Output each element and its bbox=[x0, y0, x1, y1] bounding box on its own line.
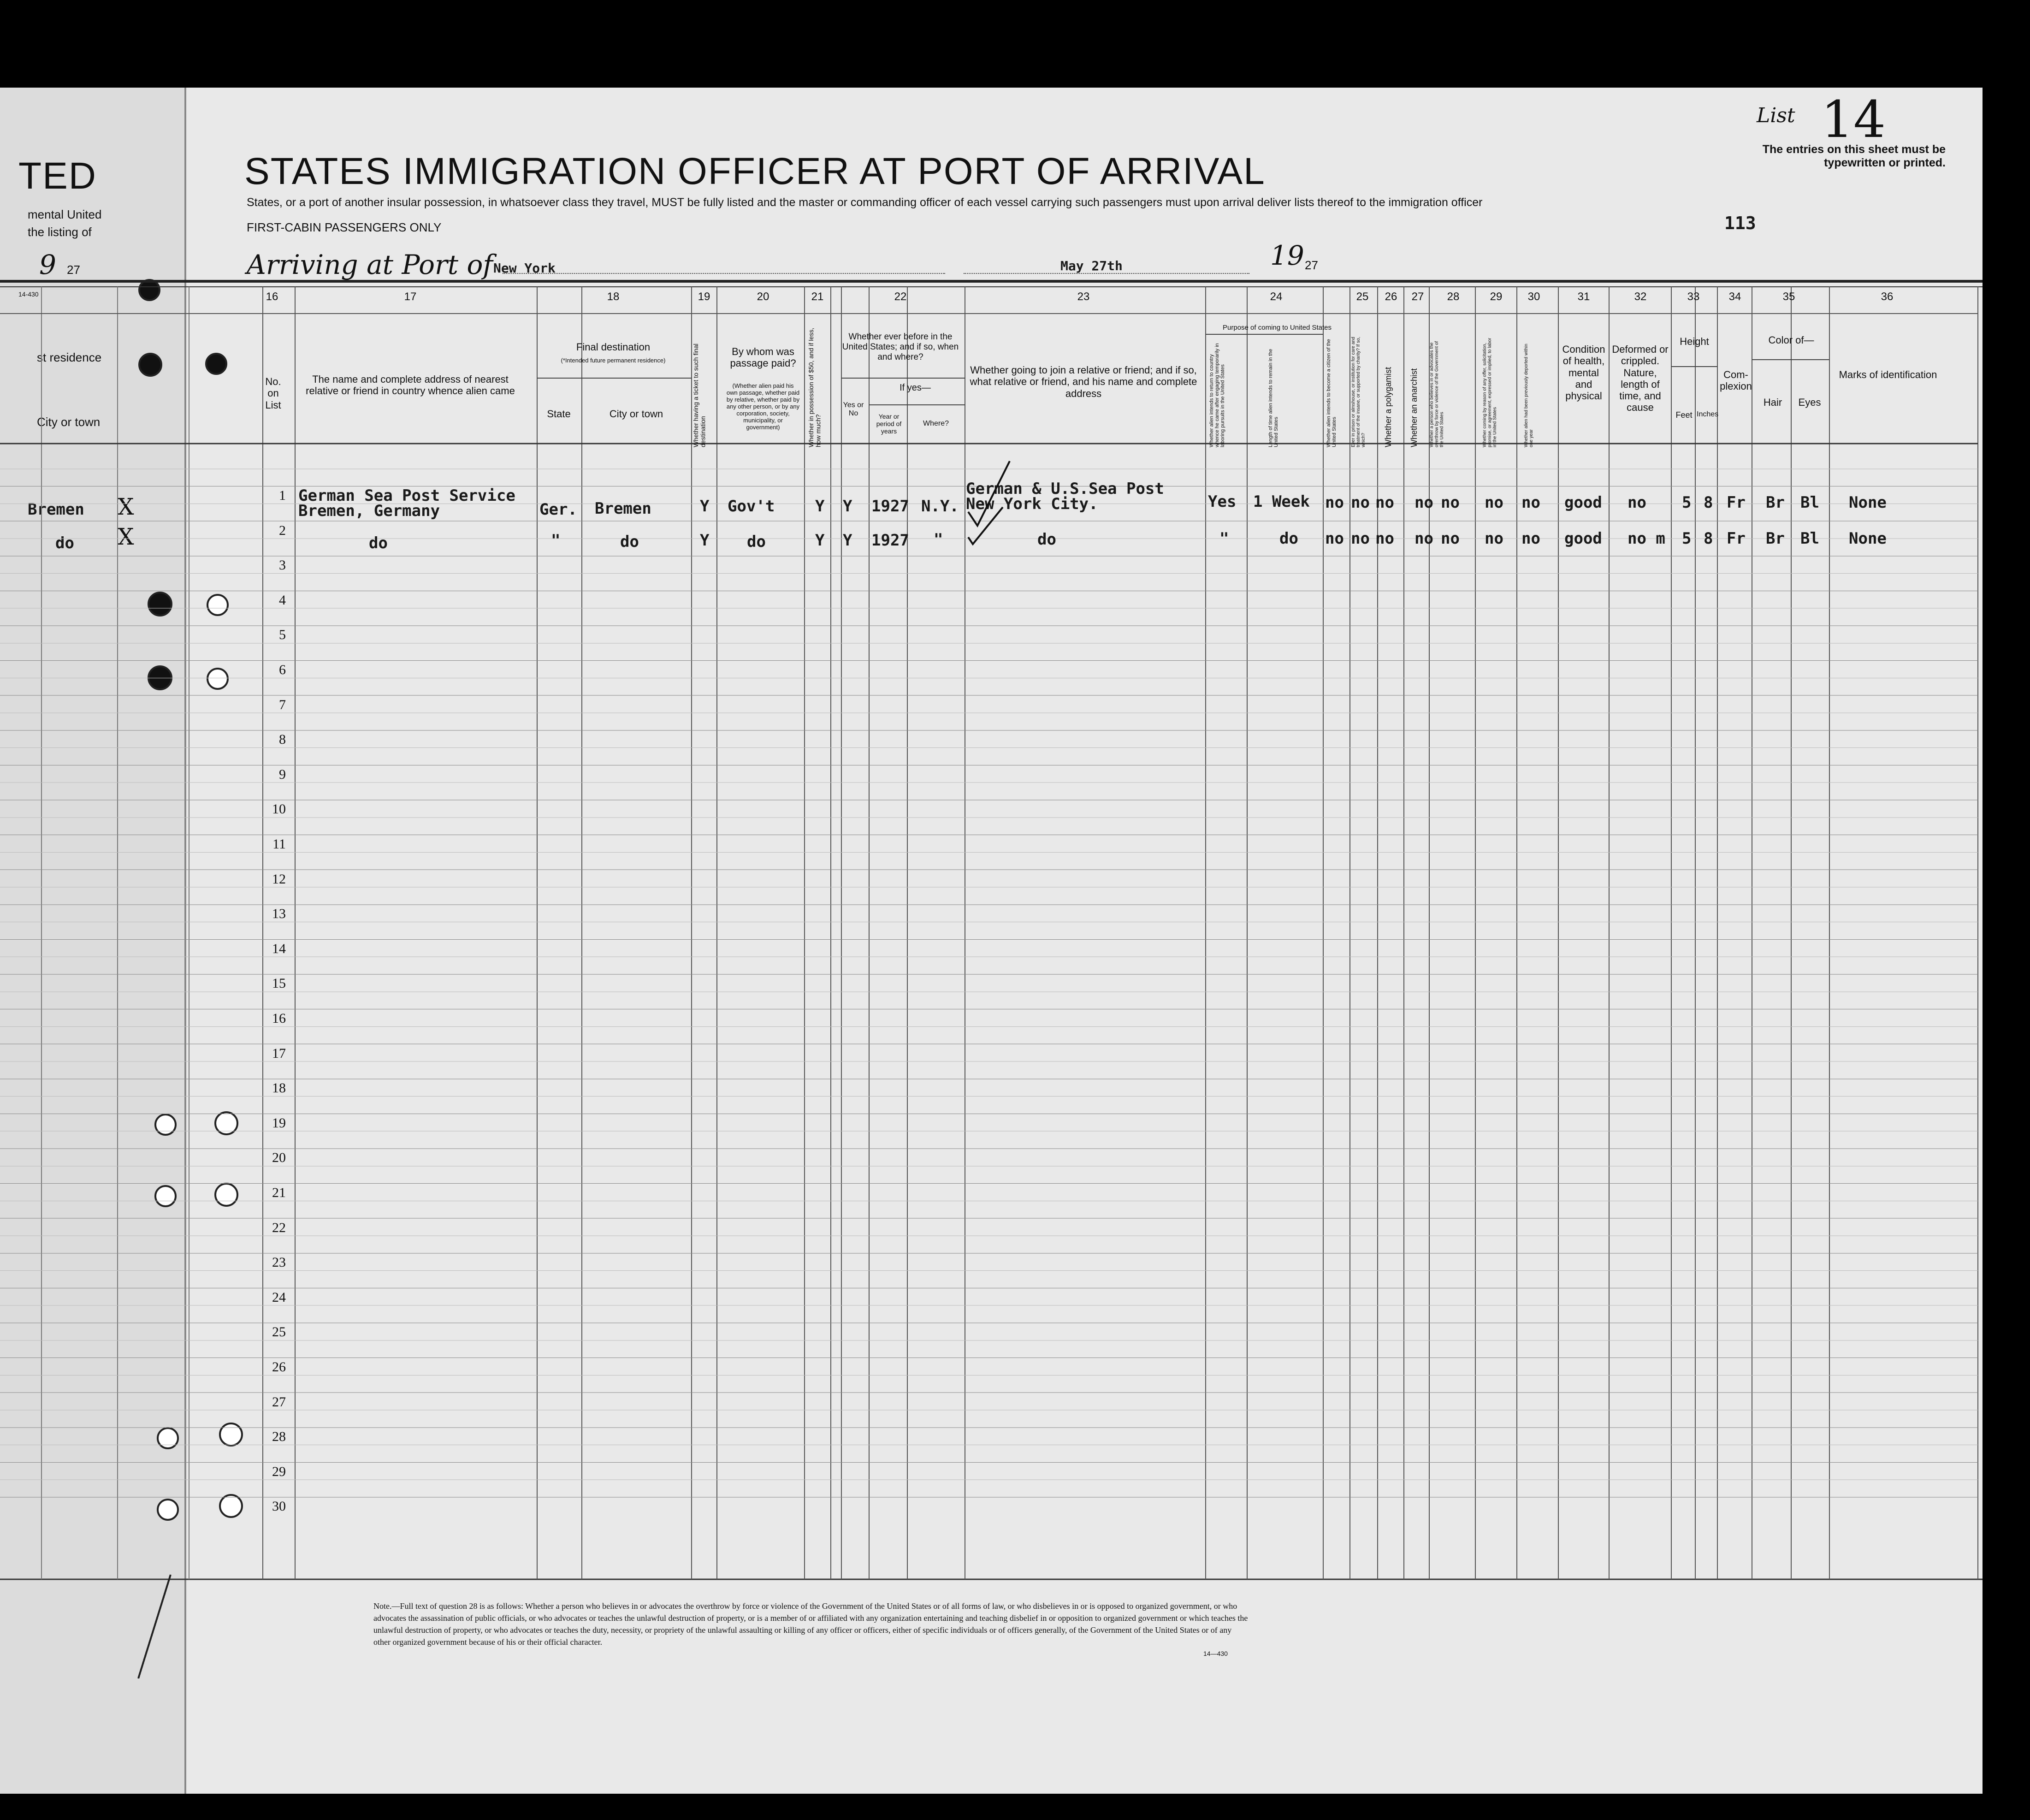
row-number: 10 bbox=[272, 801, 286, 817]
check-marks bbox=[959, 456, 1024, 549]
year-suffix: 27 bbox=[1305, 258, 1318, 272]
row1-overthrow: no bbox=[1441, 493, 1460, 512]
header-overthrow: Whether a person who believes in or advocates the overthrow by force or violence of the Government of the United States bbox=[1429, 341, 1444, 447]
header-where: Where? bbox=[923, 420, 949, 427]
row1-polygamist: no bbox=[1375, 493, 1394, 512]
column-number: 26 bbox=[1385, 290, 1397, 303]
column-number: 28 bbox=[1447, 290, 1460, 303]
row1-before: Y bbox=[843, 497, 852, 516]
header-hair: Hair bbox=[1763, 397, 1782, 408]
row-number: 7 bbox=[279, 697, 286, 712]
title-fragment-left: TED bbox=[18, 155, 97, 197]
header-color-of: Color of— bbox=[1768, 334, 1814, 346]
row-number: 1 bbox=[279, 488, 286, 503]
row-number: 6 bbox=[279, 662, 286, 677]
row-number: 13 bbox=[272, 906, 286, 922]
header-relative-address: The name and complete address of nearest relative or friend in country whence alien came bbox=[306, 373, 515, 397]
column-number: 33 bbox=[1687, 290, 1700, 303]
row-number: 16 bbox=[272, 1011, 286, 1026]
column-number: 19 bbox=[698, 290, 710, 303]
header-deported: Whether alien had been previously deported within one year bbox=[1524, 344, 1534, 447]
row-number: 14 bbox=[272, 941, 286, 956]
row2-purpose-return: " bbox=[1219, 529, 1229, 548]
form-title: STATES IMMIGRATION OFFICER AT PORT OF ARRIVAL bbox=[244, 150, 1266, 192]
left-city-row-2: do bbox=[55, 534, 74, 552]
row2-paid-by: do bbox=[747, 533, 766, 551]
header-health: Condition of health, mental and physical bbox=[1562, 344, 1605, 402]
row-number: 22 bbox=[272, 1220, 286, 1235]
column-number: 32 bbox=[1634, 290, 1647, 303]
header-purpose-b: Length of time alien intends to remain in the United States bbox=[1268, 349, 1279, 447]
row2-inches: 8 bbox=[1704, 529, 1713, 548]
row2-anarchist: no bbox=[1414, 529, 1433, 548]
row1-ticket: Y bbox=[700, 497, 710, 516]
row-number: 9 bbox=[279, 766, 286, 782]
column-number: 18 bbox=[607, 290, 620, 303]
column-number: 31 bbox=[1577, 290, 1590, 303]
sheet-number: 113 bbox=[1724, 213, 1756, 233]
check-mark-row-1: X bbox=[118, 493, 134, 520]
header-complexion: Com-plexion bbox=[1720, 369, 1752, 392]
row2-polygamist: no bbox=[1375, 529, 1394, 548]
row-number: 5 bbox=[279, 627, 286, 643]
row1-relative: German Sea Post Service bbox=[298, 486, 515, 505]
column-number: 23 bbox=[1077, 290, 1090, 303]
date-value: May 27th bbox=[1060, 258, 1123, 273]
header-passage-paid: By whom was passage paid? bbox=[730, 346, 796, 369]
header-deformed: Deformed or crippled. Nature, length of time, and cause bbox=[1612, 344, 1669, 414]
column-number: 25 bbox=[1356, 290, 1369, 303]
row1-health: good bbox=[1564, 493, 1602, 512]
left-residence-header: st residence bbox=[37, 350, 102, 364]
row2-marks: None bbox=[1849, 529, 1887, 548]
row2-complexion: Fr bbox=[1727, 529, 1746, 548]
row2-hair: Br bbox=[1766, 529, 1785, 548]
row1-paid-by: Gov't bbox=[728, 497, 775, 516]
header-polygamist: Whether a polygamist bbox=[1384, 367, 1393, 447]
row2-ticket: Y bbox=[700, 531, 710, 550]
row-number: 4 bbox=[279, 592, 286, 608]
header-citizen: Whether alien intends to become a citizen of the United States bbox=[1326, 339, 1338, 447]
row-number: 2 bbox=[279, 522, 286, 538]
row-number: 19 bbox=[272, 1115, 286, 1131]
column-number: 34 bbox=[1728, 290, 1741, 303]
row2-length-of-stay: do bbox=[1279, 529, 1298, 548]
class-line: FIRST-CABIN PASSENGERS ONLY bbox=[247, 220, 442, 234]
row1-purpose-return: Yes bbox=[1208, 492, 1237, 511]
left-form-number: 14-430 bbox=[18, 290, 39, 298]
row1-state: Ger. bbox=[539, 500, 577, 519]
column-number: 22 bbox=[894, 290, 907, 303]
row2-city: do bbox=[620, 533, 639, 551]
port-value: New York bbox=[493, 261, 556, 276]
header-purpose: Purpose of coming to United States bbox=[1223, 324, 1332, 332]
row2-citizen: no bbox=[1325, 529, 1344, 548]
row-number: 26 bbox=[272, 1359, 286, 1375]
column-number: 21 bbox=[811, 290, 824, 303]
header-before-in-us: Whether ever before in the United States; and if so, when and where? bbox=[842, 332, 959, 362]
form-subline: States, or a port of another insular possession, in whatsoever class they travel, MUST be fully listed and the master or commanding officer of each vessel carrying such passengers must upon arrival deliver lists thereof to the immigration officer bbox=[247, 196, 1483, 209]
column-number: 16 bbox=[266, 290, 278, 303]
column-number: 29 bbox=[1490, 290, 1503, 303]
row2-relative: do bbox=[369, 534, 388, 552]
header-anarchist: Whether an anarchist bbox=[1409, 368, 1419, 447]
header-joining: Whether going to join a relative or friend; and if so, what relative or friend, and his name and complete address bbox=[970, 364, 1197, 399]
row2-joining: do bbox=[1037, 530, 1056, 549]
row-number: 23 bbox=[272, 1255, 286, 1270]
row1-deported: no bbox=[1521, 493, 1540, 512]
row-number: 27 bbox=[272, 1394, 286, 1410]
column-number: 20 bbox=[757, 290, 769, 303]
header-city: City or town bbox=[609, 408, 663, 420]
row1-deformed: no bbox=[1628, 493, 1646, 512]
header-eyes: Eyes bbox=[1798, 397, 1821, 408]
row2-eyes: Bl bbox=[1800, 529, 1819, 548]
header-inches: Inches bbox=[1697, 410, 1719, 418]
row2-where: " bbox=[934, 530, 943, 549]
header-year-period: Year or period of years bbox=[876, 413, 902, 435]
header-marks: Marks of identification bbox=[1839, 369, 1937, 380]
header-no-on-list: No. on List bbox=[265, 376, 281, 411]
row1-joining: German & U.S.Sea Post bbox=[966, 480, 1164, 498]
column-number: 35 bbox=[1782, 290, 1795, 303]
row1-city: Bremen bbox=[595, 499, 651, 518]
row1-feet: 5 bbox=[1682, 493, 1692, 512]
header-yes-or-no: Yes or No bbox=[843, 401, 864, 418]
header-labor: Whether coming by reason of any offer, solicitation, promise, or agreement, expressed or implied, to labor in the United States bbox=[1482, 338, 1497, 447]
row1-joining-line2: New York City. bbox=[966, 495, 1098, 513]
row-number: 17 bbox=[272, 1045, 286, 1061]
row1-complexion: Fr bbox=[1727, 493, 1746, 512]
header-fifty-dollars: Whether in possession of $50, and if less, how much? bbox=[807, 327, 822, 447]
header-feet: Feet bbox=[1675, 410, 1693, 420]
row-number: 25 bbox=[272, 1324, 286, 1340]
typewritten-instruction: The entries on this sheet must be typewritten or printed. bbox=[1762, 143, 1946, 169]
header-purpose-a: Whether alien intends to return to country whence he came after engaging temporarily in laboring pursuits in the United States bbox=[1209, 343, 1226, 447]
row1-anarchist: no bbox=[1414, 493, 1433, 512]
row1-labor: no bbox=[1485, 493, 1503, 512]
header-state: State bbox=[547, 408, 571, 420]
row2-money: Y bbox=[815, 531, 825, 550]
row2-deported: no bbox=[1521, 529, 1540, 548]
header-passage-note: (Whether alien paid his own passage, whether paid by relative, whether paid by any other person, or by any corporation, society, municipality, or government) bbox=[726, 382, 800, 431]
row2-feet: 5 bbox=[1682, 529, 1692, 548]
row-number: 3 bbox=[279, 557, 286, 573]
column-number: 24 bbox=[1270, 290, 1283, 303]
column-number: 36 bbox=[1881, 290, 1894, 303]
row-number: 30 bbox=[272, 1499, 286, 1514]
left-year-suffix: 27 bbox=[67, 263, 80, 277]
row2-labor: no bbox=[1485, 529, 1503, 548]
left-fragment-2: the listing of bbox=[28, 225, 92, 239]
header-prison: Ever in prison or almshouse, or institution for care and treatment of the insane, or supported by charity? If so, which? bbox=[1351, 337, 1366, 447]
footer-form-number: 14—430 bbox=[1203, 1650, 1228, 1657]
left-fragment-1: mental United bbox=[28, 207, 102, 221]
left-year-fragment: 9 bbox=[39, 249, 56, 280]
row-number: 8 bbox=[279, 732, 286, 747]
row1-relative-line2: Bremen, Germany bbox=[298, 502, 440, 520]
arriving-label: Arriving at Port of bbox=[247, 249, 493, 280]
row-number: 18 bbox=[272, 1080, 286, 1096]
row2-before: Y bbox=[843, 531, 852, 550]
row2-overthrow: no bbox=[1441, 529, 1460, 548]
row-number: 28 bbox=[272, 1429, 286, 1445]
row2-year: 1927 bbox=[871, 531, 909, 550]
row1-inches: 8 bbox=[1704, 493, 1713, 512]
row1-citizen: no bbox=[1325, 493, 1344, 512]
row1-where: N.Y. bbox=[921, 497, 959, 516]
check-mark-row-2: X bbox=[118, 523, 134, 550]
row-number: 15 bbox=[272, 976, 286, 991]
row1-money: Y bbox=[815, 497, 825, 516]
header-if-yes: If yes— bbox=[900, 383, 931, 393]
row1-hair: Br bbox=[1766, 493, 1785, 512]
list-number: 14 bbox=[1821, 90, 1886, 149]
header-final-destination: Final destination bbox=[576, 341, 651, 353]
left-city-row-1: Bremen bbox=[28, 500, 84, 519]
row1-prison: no bbox=[1351, 493, 1370, 512]
row2-prison: no bbox=[1351, 529, 1370, 548]
row-number: 24 bbox=[272, 1289, 286, 1305]
row-number: 29 bbox=[272, 1464, 286, 1479]
column-number: 17 bbox=[404, 290, 417, 303]
column-number: 27 bbox=[1411, 290, 1424, 303]
row1-year: 1927 bbox=[871, 497, 909, 516]
header-final-destination-note: (*Intended future permanent residence) bbox=[561, 357, 666, 364]
row1-length-of-stay: 1 Week bbox=[1253, 492, 1310, 511]
list-label: List bbox=[1757, 104, 1795, 127]
row-number: 12 bbox=[272, 871, 286, 887]
row-number: 11 bbox=[272, 836, 286, 852]
row2-health: good bbox=[1564, 529, 1602, 548]
row1-eyes: Bl bbox=[1800, 493, 1819, 512]
header-height: Height bbox=[1680, 336, 1709, 347]
row1-marks: None bbox=[1849, 493, 1887, 512]
column-number: 30 bbox=[1527, 290, 1540, 303]
row-number: 20 bbox=[272, 1150, 286, 1166]
row2-state: " bbox=[551, 531, 561, 550]
footnote: Note.—Full text of question 28 is as follows: Whether a person who believes in or advocates the overthrow by force or violence of the Government of the United States or of all forms of law, or who disbelieves in or is opposed to organized government, or who advocates the assassination of public officials, or who advocates or teaches the unlawful destruction of property, or is a member of or affiliated with any organization entertaining and teaching disbelief in or opposition to organized government or which teaches the unlawful destruction of property, or who advocates or teaches the duty, necessity, or propriety of the unlawful assaulting or killing of any officer or officers, either of specific individuals or of officers generally, of the Government of the United States or of any other organized government because of his or their official character. bbox=[373, 1601, 1248, 1647]
left-city-header: City or town bbox=[37, 415, 101, 429]
row-number: 21 bbox=[272, 1185, 286, 1200]
header-ticket: Whether having a ticket to such final destination bbox=[692, 344, 707, 447]
year-prefix: 19 bbox=[1270, 240, 1304, 271]
row2-deformed: no m bbox=[1628, 529, 1665, 548]
